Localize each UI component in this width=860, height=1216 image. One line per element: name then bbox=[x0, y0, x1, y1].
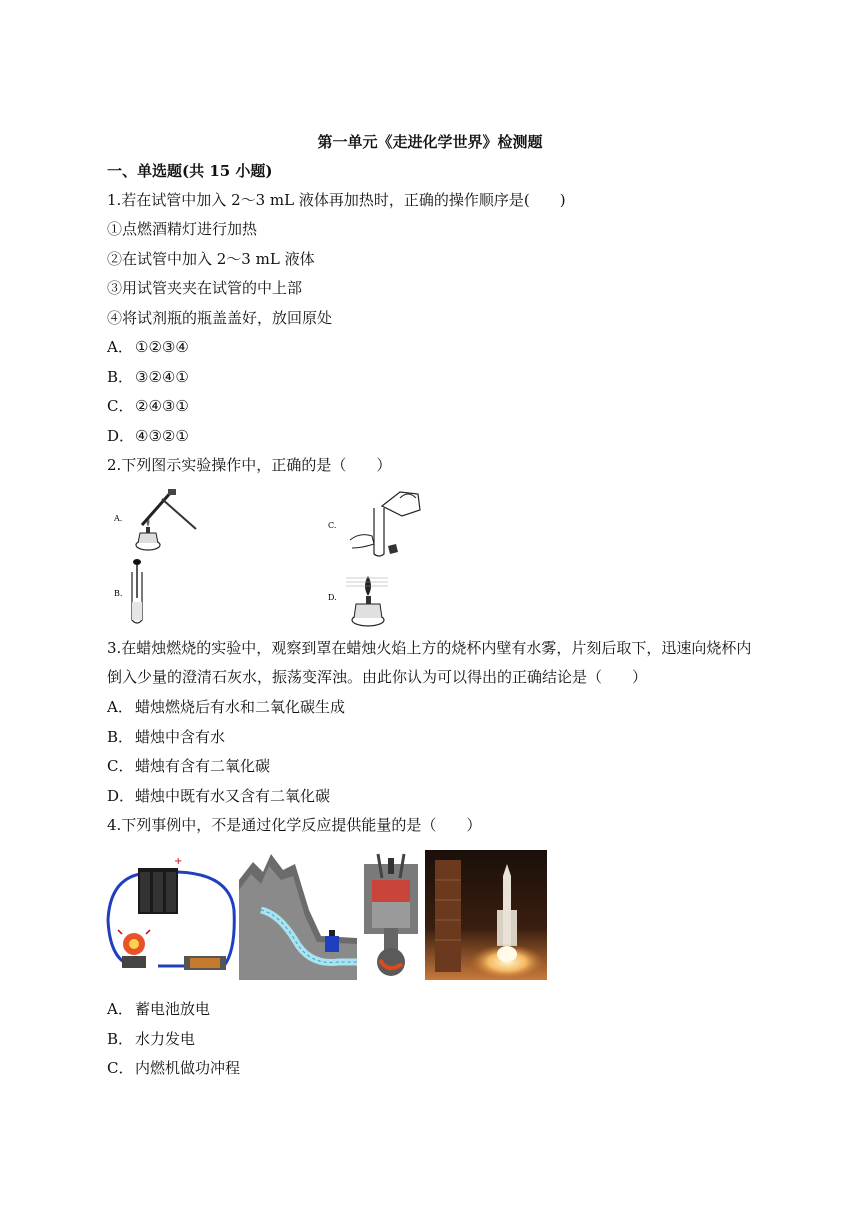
q4-option-a bbox=[107, 999, 210, 1019]
option-text: 水力发电 bbox=[135, 1030, 196, 1048]
q4-figure-engine bbox=[358, 850, 424, 980]
option-letter: A． bbox=[107, 698, 133, 716]
option-text: ②④③① bbox=[135, 397, 189, 415]
option-letter: B． bbox=[107, 1030, 134, 1048]
q1-step-4: ④将试剂瓶的瓶盖盖好，放回原处 bbox=[107, 309, 333, 327]
option-text: 蜡烛有含有二氧化碳 bbox=[135, 757, 271, 775]
q1-step-2: ②在试管中加入 2～3 mL 液体 bbox=[107, 250, 315, 268]
q3-option-b bbox=[107, 727, 225, 747]
q1-option-c bbox=[107, 396, 189, 416]
option-letter: C． bbox=[107, 397, 134, 415]
q3-option-d bbox=[107, 786, 330, 806]
option-text: ①②③④ bbox=[135, 338, 189, 356]
q4-stem: 4.下列事例中，不是通过化学反应提供能量的是（ ） bbox=[107, 816, 482, 834]
fig-label-b: B. bbox=[114, 589, 123, 598]
q4-option-c bbox=[107, 1058, 240, 1078]
q2-figure-c bbox=[326, 488, 426, 558]
option-letter: B． bbox=[107, 368, 134, 386]
option-text: ④③②① bbox=[135, 427, 189, 445]
q1-option-b bbox=[107, 367, 189, 387]
q2-stem: 2.下列图示实验操作中，正确的是（ ） bbox=[107, 456, 392, 474]
option-letter: A． bbox=[107, 1000, 133, 1018]
q1-option-a bbox=[107, 337, 189, 357]
fig-label-d: D. bbox=[328, 593, 337, 602]
q2-figure-a bbox=[110, 485, 210, 555]
option-text: 蜡烛中含有水 bbox=[135, 728, 226, 746]
option-letter: B． bbox=[107, 728, 134, 746]
option-text: ③②④① bbox=[135, 368, 189, 386]
option-text: 内燃机做功冲程 bbox=[135, 1059, 241, 1077]
q4-figure-battery-circuit bbox=[104, 850, 238, 980]
q1-stem: 1.若在试管中加入 2～3 mL 液体再加热时，正确的操作顺序是( ) bbox=[107, 191, 566, 209]
q2-figure-d bbox=[326, 570, 426, 630]
option-letter: C． bbox=[107, 1059, 134, 1077]
q3-stem-line-2: 倒入少量的澄清石灰水，振荡变浑浊。由此你认为可以得出的正确结论是（ ） bbox=[107, 668, 648, 686]
fig-label-a: A. bbox=[114, 514, 123, 523]
q2-figure-b bbox=[110, 558, 170, 630]
option-letter: D． bbox=[107, 427, 135, 445]
option-text: 蓄电池放电 bbox=[135, 1000, 211, 1018]
svg-text:+: + bbox=[174, 856, 183, 867]
option-letter: A． bbox=[107, 338, 133, 356]
option-text: 蜡烛中既有水又含有二氧化碳 bbox=[135, 787, 331, 805]
q4-option-b bbox=[107, 1029, 195, 1049]
fig-label-c: C. bbox=[328, 521, 337, 530]
q1-step-1: ①点燃酒精灯进行加热 bbox=[107, 220, 258, 238]
q3-option-a bbox=[107, 697, 345, 717]
q3-stem-line-1: 3.在蜡烛燃烧的实验中，观察到罩在蜡烛火焰上方的烧杯内壁有水雾，片刻后取下，迅速向烧杯内 bbox=[107, 639, 752, 657]
q1-option-d bbox=[107, 426, 189, 446]
document-title: 第一单元《走进化学世界》检测题 bbox=[317, 133, 543, 151]
q3-option-c bbox=[107, 756, 270, 776]
q4-figure-rocket bbox=[425, 850, 547, 980]
option-letter: C． bbox=[107, 757, 134, 775]
q1-step-3: ③用试管夹夹在试管的中上部 bbox=[107, 279, 303, 297]
section-heading: 一、单选题(共 15 小题) bbox=[107, 162, 273, 180]
option-text: 蜡烛燃烧后有水和二氧化碳生成 bbox=[135, 698, 346, 716]
q4-figure-hydropower bbox=[239, 850, 357, 980]
option-letter: D． bbox=[107, 787, 135, 805]
